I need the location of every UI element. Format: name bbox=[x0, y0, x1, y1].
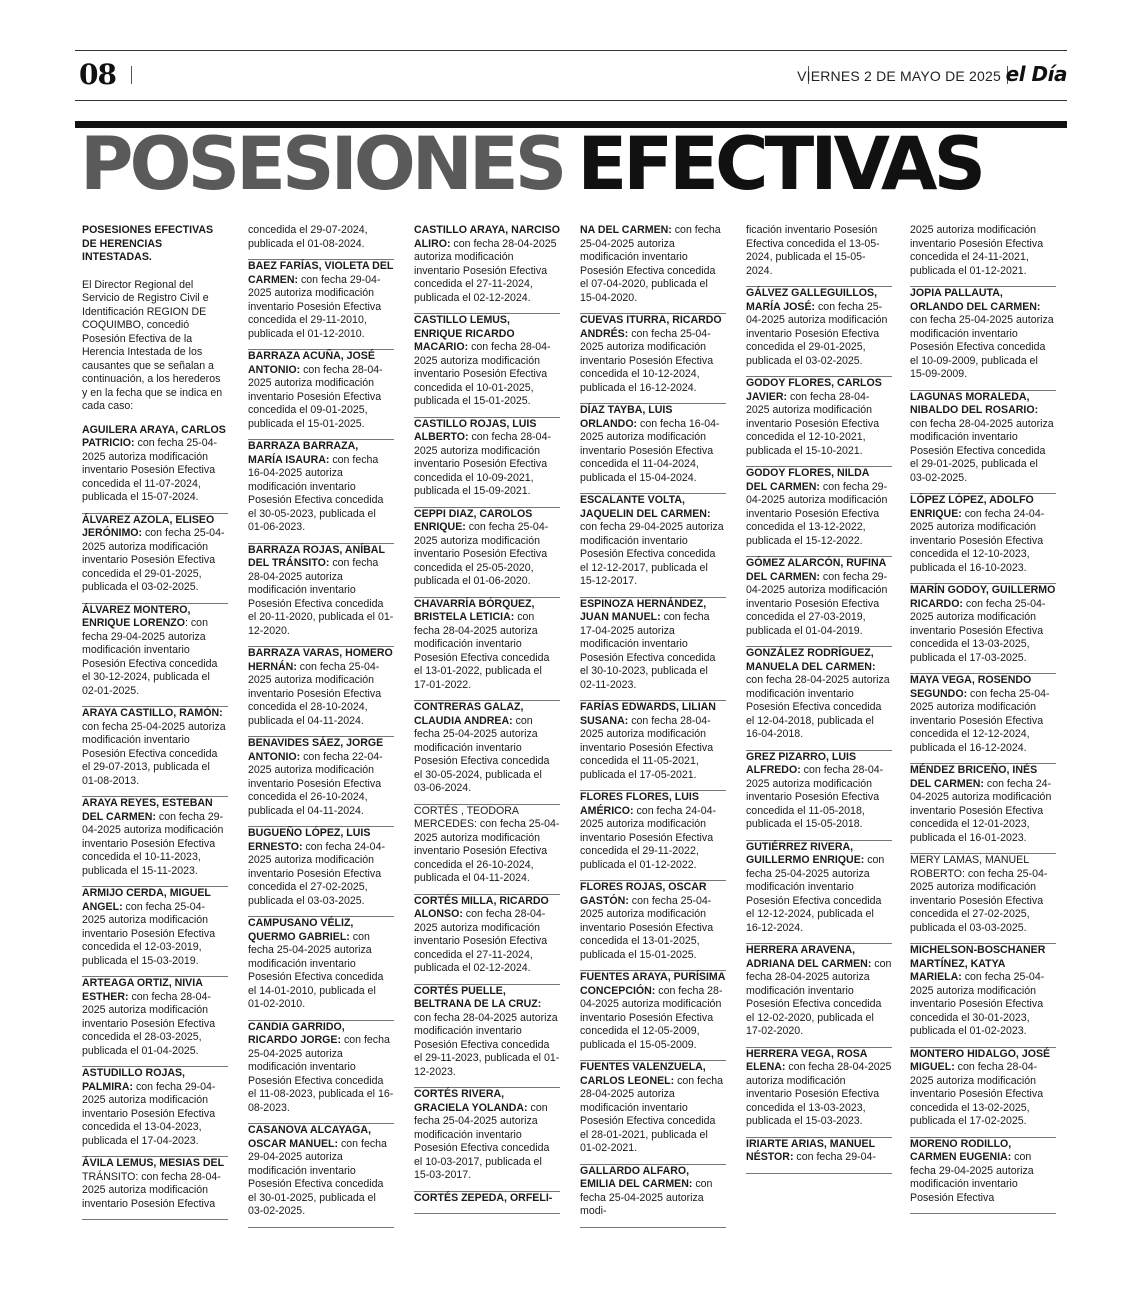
decedent-name: IRIARTE ARIAS, MANUEL NÉSTOR: bbox=[746, 1137, 875, 1163]
decedent-name: FUENTES VALENZUELA, CARLOS LEONEL: bbox=[580, 1061, 706, 1087]
decedent-name: MORENO RODILLO, CARMEN EUGENIA: bbox=[910, 1137, 1012, 1163]
decedent-name: FARÍAS EDWARDS, LILIAN SUSANA: bbox=[580, 701, 716, 727]
notice-text: con fecha 28-04-2025 autoriza modificación inventario Posesión Efectiva concedida el 10-09-2021, publicada el 15-09-2021. bbox=[414, 431, 551, 497]
decedent-name: ARAYA REYES, ESTEBAN DEL CARMEN: bbox=[82, 797, 213, 823]
decedent-name: GONZÁLEZ RODRÍGUEZ, MANUELA DEL CARMEN: bbox=[746, 647, 876, 673]
notice-entry bbox=[580, 881, 726, 971]
notice-entry bbox=[910, 584, 1056, 674]
notice-text: con fecha 28-04-2025 autoriza modificación inventario Posesión Efectiva concedida el 28-01-2021, publicada el 01-02-2021. bbox=[580, 1074, 724, 1154]
notice-text: con fecha 28-04-2025 autoriza modificación inventario Posesión Efectiva concedida el 27-11-2024, publicada el 02-12-2024. bbox=[414, 237, 557, 304]
notice-entry bbox=[910, 944, 1056, 1048]
notice-text: con fecha 25-04-2025 autoriza modificación inventario Posesión Efectiva concedida el 14-01-2010, publicada el 01-02-2010. bbox=[248, 930, 384, 1010]
notice-entry bbox=[580, 224, 726, 314]
decedent-name: LAGUNAS MORALEDA, NIBALDO DEL ROSARIO: bbox=[910, 390, 1039, 416]
notice-entry bbox=[746, 1138, 892, 1174]
notice-entry bbox=[82, 514, 228, 604]
notice-entry bbox=[248, 737, 394, 827]
notice-text: con fecha 29-04-2025 autoriza modificación inventario Posesión Efectiva concedida el 27-03-2019, publicada el 01-04-2019. bbox=[746, 570, 888, 637]
notice-entry bbox=[82, 977, 228, 1067]
notice-text: : con fecha 29-04-2025 autoriza modificación inventario Posesión Efectiva concedida el 30-12-2024, publicada el 02-01-2025. bbox=[82, 617, 218, 697]
notice-entry bbox=[580, 791, 726, 881]
notice-text: TRÁNSITO: con fecha 28-04-2025 autoriza modificación inventario Posesión Efectiva bbox=[82, 1170, 221, 1210]
notice-text: con fecha 25-04-2025 autoriza modificación inventario Posesión Efectiva concedida el 11-08-2023, publicada el 16-08-2023. bbox=[248, 1034, 394, 1114]
notice-text: con fecha 25-04-2025 autoriza modificación inventario Posesión Efectiva concedida el 25-05-2020, publicada el 01-06-2020. bbox=[414, 521, 549, 587]
notice-text: con fecha 28-04-2025 autoriza modificación inventario Posesión Efectiva concedida el 11-05-2021, publicada el 17-05-2021. bbox=[580, 714, 714, 781]
notice-entry bbox=[580, 314, 726, 404]
notice-text: con fecha 29-04- bbox=[793, 1151, 876, 1163]
notice-entry bbox=[248, 544, 394, 648]
intro bbox=[82, 224, 228, 424]
notice-text: con fecha 22-04-2025 autoriza modificación inventario Posesión Efectiva concedida el 26-10-2024, publicada el 04-11-2024. bbox=[248, 750, 383, 817]
notice-text: con fecha 25-04-2025 autoriza modificación inventario Posesión Efectiva concedida el 12-03-2019, publicada el 15-03-2019. bbox=[82, 900, 216, 967]
decedent-name: FLORES ROJAS, OSCAR GASTÓN: bbox=[580, 881, 707, 907]
decedent-name: CORTÉS MILLA, RICARDO ALONSO: bbox=[414, 894, 549, 920]
notice-entry bbox=[910, 391, 1056, 495]
notice-entry bbox=[82, 887, 228, 977]
notice-text: CORTÉS , TEODORA MERCEDES: con fecha 25-04-2025 autoriza modificación inventario Posesión Efectiva concedida el 26-10-2024, publicada el 04-11-2024. bbox=[414, 804, 560, 884]
decedent-name: ÁLVAREZ AZOLA, ELISEO JERÓNIMO: bbox=[82, 513, 215, 539]
page-header bbox=[75, 52, 1067, 98]
decedent-name: BARRAZA ROJAS, ANÍBAL DEL TRÁNSITO: bbox=[248, 543, 385, 569]
notice-entry bbox=[414, 1192, 560, 1215]
notice-entry bbox=[910, 224, 1056, 287]
notice-entry bbox=[910, 854, 1056, 944]
notice-entry bbox=[910, 1048, 1056, 1138]
notice-entry bbox=[414, 985, 560, 1089]
notice-entry bbox=[580, 598, 726, 702]
notice-entry bbox=[580, 1165, 726, 1228]
notice-text: con fecha 25-04-2025 autoriza modificación inventario Posesión Efectiva concedida el 13-03-2025, publicada el 17-03-2025. bbox=[910, 597, 1046, 664]
decedent-name: LÓPEZ LÓPEZ, ADOLFO ENRIQUE: bbox=[910, 494, 1034, 520]
notice-text: con fecha 29-04-2025 autoriza modificación inventario Posesión Efectiva concedida el 30-01-2025, publicada el 03-02-2025. bbox=[248, 1137, 387, 1217]
issue-date: VIERNES 2 DE MAYO DE 2025 bbox=[797, 68, 1001, 84]
decedent-name: MAYA VEGA, ROSENDO SEGUNDO: bbox=[910, 674, 1032, 700]
notice-text: con fecha 25-04-2025 autoriza modificación inventario Posesión Efectiva concedida el 10-12-2024, publicada el 16-12-2024. bbox=[580, 327, 714, 394]
notice-entry bbox=[414, 805, 560, 895]
notice-entry bbox=[82, 1067, 228, 1157]
header-divider bbox=[131, 66, 132, 84]
notice-text: con fecha 25-04-2025 autoriza modificación inventario Posesión Efectiva concedida el 07-04-2020, publicada el 15-04-2020. bbox=[580, 224, 721, 304]
notice-entry bbox=[580, 971, 726, 1061]
decedent-name: JOPIA PALLAUTA, ORLANDO DEL CARMEN: bbox=[910, 287, 1041, 313]
decedent-name: GALLARDO ALFARO, EMILIA DEL CARMEN: bbox=[580, 1164, 693, 1190]
notice-text: con fecha 25-04-2025 autoriza modificación inventario Posesión Efectiva concedida el 10-09-2009, publicada el 15-09-2009. bbox=[910, 314, 1054, 380]
notice-entry bbox=[414, 598, 560, 702]
notice-entry bbox=[746, 647, 892, 751]
decedent-name: GUTIÉRREZ RIVERA, GUILLERMO ENRIQUE: bbox=[746, 840, 865, 866]
header-bottom-rule bbox=[75, 100, 1067, 101]
decedent-name: CORTÉS PUELLE, BELTRANA DE LA CRUZ: bbox=[414, 984, 542, 1010]
notice-text: con fecha 25-04-2025 autoriza modificación inventario Posesión Efectiva concedida el 29-01-2025, publicada el 03-02-2025. bbox=[82, 527, 225, 593]
notice-entry bbox=[910, 674, 1056, 764]
notice-text: con fecha 25-04-2025 autoriza modificación inventario Posesión Efectiva concedida el 30-01-2023, publicada el 01-02-2023. bbox=[910, 971, 1045, 1037]
column-3 bbox=[414, 224, 560, 1254]
notice-entry bbox=[580, 701, 726, 791]
notice-text: con fecha 29-04-2025 autoriza modificación inventario Posesión Efectiva concedida el 13-04-2023, publicada el 17-04-2023. bbox=[82, 1080, 216, 1147]
decedent-name: BARRAZA VARAS, HOMERO HERNÁN: bbox=[248, 647, 393, 673]
decedent-name: CAMPUSANO VÉLIZ, QUERMO GABRIEL: bbox=[248, 917, 354, 943]
notices-columns bbox=[82, 224, 1058, 1254]
decedent-name: GÓMEZ ALARCÓN, RUFINA DEL CARMEN: bbox=[746, 557, 886, 583]
notice-entry bbox=[82, 707, 228, 797]
notice-entry bbox=[414, 701, 560, 805]
title-part-1: POSESIONES bbox=[80, 122, 564, 207]
notice-entry bbox=[746, 944, 892, 1048]
section-title bbox=[80, 120, 982, 210]
top-rule bbox=[75, 50, 1067, 51]
notice-entry bbox=[82, 424, 228, 514]
decedent-name: CUEVAS ITURRA, RICARDO ANDRÉS: bbox=[580, 314, 722, 340]
notice-entry bbox=[248, 1021, 394, 1125]
notice-entry bbox=[248, 917, 394, 1021]
page-number: 08 bbox=[79, 58, 116, 91]
column-6 bbox=[910, 224, 1056, 1254]
notice-entry bbox=[414, 1088, 560, 1192]
decedent-name: MÉNDEZ BRICEÑO, INÉS DEL CARMEN: bbox=[910, 764, 1038, 790]
notice-text: con fecha 24-04-2025 autoriza modificación inventario Posesión Efectiva concedida el 12-01-2023, publicada el 16-01-2023. bbox=[910, 777, 1052, 844]
notice-entry bbox=[746, 557, 892, 647]
notice-entry bbox=[746, 224, 892, 287]
decedent-name: GODOY FLORES, NILDA DEL CARMEN: bbox=[746, 467, 870, 493]
notice-text: 2025 autoriza modificación inventario Posesión Efectiva concedida el 24-11-2021, publicada el 01-12-2021. bbox=[910, 224, 1044, 277]
decedent-name: CASANOVA ALCAYAGA, OSCAR MANUEL: bbox=[248, 1124, 372, 1150]
column-2 bbox=[248, 224, 394, 1254]
notice-text: con fecha 28-04-2025 autoriza modificación inventario Posesión Efectiva concedida el 12-04-2018, publicada el 16-04-2018. bbox=[746, 674, 890, 740]
notice-text: con fecha 16-04-2025 autoriza modificación inventario Posesión Efectiva concedida el 11-04-2024, publicada el 15-04-2024. bbox=[580, 417, 720, 484]
intro-title: POSESIONES EFECTIVAS DE HERENCIAS INTESTADAS. bbox=[82, 224, 214, 263]
notice-text: MERY LAMAS, MANUEL ROBERTO: con fecha 25-04-2025 autoriza modificación inventario Posesión Efectiva concedida el 27-02-2025, publicada el 03-03-2025. bbox=[910, 854, 1048, 934]
decedent-name: MARÍN GODOY, GUILLERMO RICARDO: bbox=[910, 584, 1056, 610]
notice-text: con fecha 29-04-2025 autoriza modificación inventario Posesión Efectiva concedida el 13-12-2022, publicada el 15-12-2022. bbox=[746, 480, 888, 547]
notice-entry bbox=[414, 895, 560, 985]
decedent-name: CASTILLO ROJAS, LUIS ALBERTO: bbox=[414, 417, 537, 443]
notice-text: con fecha 29-04-2025 autoriza modificación inventario Posesión Efectiva bbox=[910, 1151, 1034, 1204]
notice-entry bbox=[82, 604, 228, 708]
notice-entry bbox=[414, 508, 560, 598]
notice-text: con fecha 28-04-2025 autoriza modificación inventario Posesión Efectiva concedida el 13-03-2023, publicada el 15-03-2023. bbox=[746, 1061, 892, 1127]
notice-entry bbox=[746, 1048, 892, 1138]
notice-entry bbox=[746, 841, 892, 945]
notice-entry bbox=[248, 224, 394, 260]
notice-text: con fecha 25-04-2025 autoriza modificación inventario Posesión Efectiva concedida el 30-05-2024, publicada el 03-06-2024. bbox=[414, 714, 550, 794]
notice-text: con fecha 25-04-2025 autoriza modificación inventario Posesión Efectiva concedida el 13-01-2025, publicada el 15-01-2025. bbox=[580, 894, 714, 961]
decedent-name: MONTERO HIDALGO, JOSÉ MIGUEL: bbox=[910, 1047, 1051, 1073]
notice-entry bbox=[414, 314, 560, 418]
notice-text: con fecha 17-04-2025 autoriza modificación inventario Posesión Efectiva concedida el 30-10-2023, publicada el 02-11-2023. bbox=[580, 611, 716, 691]
notice-entry bbox=[580, 1061, 726, 1165]
notice-text: con fecha 28-04-2025 autoriza modificación inventario Posesión Efectiva concedida el 13-02-2025, publicada el 17-02-2025. bbox=[910, 1061, 1044, 1127]
notice-entry bbox=[910, 1138, 1056, 1215]
decedent-name: CORTÉS ZEPEDA, ORFELI- bbox=[414, 1191, 553, 1204]
decedent-name: MICHELSON-BOSCHANER MARTÍNEZ, KATYA MARIELA: bbox=[910, 944, 1046, 983]
notice-text: con fecha 28-04-2025 autoriza modificación inventario Posesión Efectiva concedida el 13-01-2022, publicada el 17-01-2022. bbox=[414, 611, 550, 691]
decedent-name: CASTILLO ARAYA, NARCISO ALIRO: bbox=[414, 224, 560, 250]
notice-entry bbox=[82, 797, 228, 887]
notice-text: con fecha 29-04-2025 autoriza modificación inventario Posesión Efectiva concedida el 12-12-2017, publicada el 15-12-2017. bbox=[580, 521, 724, 587]
notice-entry bbox=[746, 467, 892, 557]
decedent-name: AGUILERA ARAYA, CARLOS PATRICIO: bbox=[82, 423, 226, 449]
decedent-name: ASTUDILLO ROJAS, PALMIRA: bbox=[82, 1067, 185, 1093]
notice-text: con fecha 25-04-2025 autoriza modificación inventario Posesión Efectiva concedida el 10-03-2017, publicada el 15-03-2017. bbox=[414, 1101, 550, 1181]
decedent-name: ÁLVAREZ MONTERO, ENRIQUE LORENZO bbox=[82, 603, 191, 629]
notice-text: con fecha 24-04-2025 autoriza modificación inventario Posesión Efectiva concedida el 12-10-2023, publicada el 16-10-2023. bbox=[910, 507, 1045, 574]
decedent-name: DÍAZ TAYBA, LUIS ORLANDO: bbox=[580, 404, 673, 430]
notice-text: con fecha 28-04-2025 autoriza modificación inventario Posesión Efectiva concedida el 27-11-2024, publicada el 02-12-2024. bbox=[414, 908, 548, 974]
notice-entry bbox=[414, 418, 560, 508]
decedent-name: ARMIJO CERDA, MIGUEL ANGEL: bbox=[82, 887, 211, 913]
notice-text: con fecha 28-04-2025 autoriza modificación inventario Posesión Efectiva concedida el 12-05-2009, publicada el 15-05-2009. bbox=[580, 984, 723, 1051]
intro-text: El Director Regional del Servicio de Registro Civil e Identificación REGION DE COQUIMBO, concedió Posesión Efectiva de la Herencia Intestada de los causantes que se señalan a continuación, a los herederos y en la fecha que se indica en cada caso: bbox=[82, 278, 223, 412]
decedent-name: FUENTES ARAYA, PURÍSIMA CONCEPCIÓN: bbox=[580, 971, 726, 997]
notice-text: con fecha 28-04-2025 autoriza modificación inventario Posesión Efectiva concedida el 29-11-2023, publicada el 01-12-2023. bbox=[414, 1011, 560, 1078]
decedent-name: GÁLVEZ GALLEGUILLOS, MARÍA JOSÉ: bbox=[746, 287, 878, 313]
decedent-name: ARAYA CASTILLO, RAMÓN: bbox=[82, 707, 223, 719]
decedent-name: GREZ PIZARRO, LUIS ALFREDO: bbox=[746, 750, 857, 776]
notice-text: con fecha 28-04-2025 autoriza modificación inventario Posesión Efectiva concedida el 20-11-2020, publicada el 01-12-2020. bbox=[248, 557, 394, 637]
notice-text: con fecha 25-04-2025 autoriza modificación inventario Posesión Efectiva concedida el 28-10-2024, publicada el 04-11-2024. bbox=[248, 660, 382, 727]
decedent-name: BUGUEÑO LÓPEZ, LUIS ERNESTO: bbox=[248, 827, 371, 853]
notice-entry bbox=[580, 404, 726, 494]
notice-text: con fecha 24-04-2025 autoriza modificación inventario Posesión Efectiva concedida el 29-11-2022, publicada el 01-12-2022. bbox=[580, 804, 717, 871]
decedent-name: ESPINOZA HERNÁNDEZ, JUAN MANUEL: bbox=[580, 597, 707, 623]
decedent-name: ESCALANTE VOLTA, JAQUELIN DEL CARMEN: bbox=[580, 494, 711, 520]
notice-text: ficación inventario Posesión Efectiva concedida el 13-05-2024, publicada el 15-05-2024. bbox=[746, 224, 880, 277]
notice-entry bbox=[746, 751, 892, 841]
notice-text: con fecha 29-04-2025 autoriza modificación inventario Posesión Efectiva concedida el 29-11-2010, publicada el 01-12-2010. bbox=[248, 273, 382, 340]
notice-text: con fecha 25-04-2025 autoriza modi- bbox=[580, 1178, 713, 1217]
notice-text: con fecha 28-04-2025 autoriza modificación inventario Posesión Efectiva concedida el 28-03-2025, publicada el 01-04-2025. bbox=[82, 990, 216, 1057]
notice-entry bbox=[248, 440, 394, 544]
decedent-name: BAEZ FARÍAS, VIOLETA DEL CARMEN: bbox=[248, 260, 394, 286]
notice-text: con fecha 28-04-2025 autoriza modificación inventario Posesión Efectiva concedida el 12-02-2020, publicada el 17-02-2020. bbox=[746, 957, 892, 1037]
notice-text: con fecha 25-04-2025 autoriza modificación inventario Posesión Efectiva concedida el 11-07-2024, publicada el 15-07-2024. bbox=[82, 437, 218, 503]
decedent-name: CHAVARRÍA BÓRQUEZ, BRISTELA LETICIA: bbox=[414, 597, 535, 623]
notice-entry bbox=[746, 287, 892, 377]
notice-entry bbox=[248, 1124, 394, 1228]
notice-text: con fecha 28-04-2025 autoriza modificación inventario Posesión Efectiva concedida el 12-10-2021, publicada el 15-10-2021. bbox=[746, 390, 880, 457]
decedent-name: FLORES FLORES, LUIS AMÉRICO: bbox=[580, 791, 699, 817]
notice-entry bbox=[248, 647, 394, 737]
decedent-name: CASTILLO LEMUS, ENRIQUE RICARDO MACARIO: bbox=[414, 314, 515, 353]
decedent-name: BARRAZA BARRAZA, MARÍA ISAURA: bbox=[248, 440, 359, 466]
decedent-name: CEPPI DIAZ, CAROLOS ENRIQUE: bbox=[414, 507, 533, 533]
decedent-name: ARTEAGA ORTIZ, NIVIA ESTHER: bbox=[82, 977, 203, 1003]
notice-entry bbox=[248, 350, 394, 440]
title-part-2: EFECTIVAS bbox=[577, 122, 983, 207]
decedent-name: CONTRERAS GALAZ, CLAUDIA ANDREA: bbox=[414, 701, 524, 727]
notice-text: con fecha 28-04-2025 autoriza modificación inventario Posesión Efectiva concedida el 10-01-2025, publicada el 15-01-2025. bbox=[414, 341, 551, 407]
decedent-name: BARRAZA ACUÑA, JOSÉ ANTONIO: bbox=[248, 350, 375, 376]
notice-entry bbox=[414, 224, 560, 314]
decedent-name: CORTÉS RIVERA, GRACIELA YOLANDA: bbox=[414, 1088, 528, 1114]
notice-entry bbox=[248, 260, 394, 350]
column-5 bbox=[746, 224, 892, 1254]
notice-entry bbox=[746, 377, 892, 467]
decedent-name: NA DEL CARMEN: bbox=[580, 224, 672, 236]
notice-text: con fecha 28-04-2025 autoriza modificación inventario Posesión Efectiva concedida el 11-05-2018, publicada el 15-05-2018. bbox=[746, 764, 884, 830]
notice-entry bbox=[248, 827, 394, 917]
notice-text: concedida el 29-07-2024, publicada el 01-08-2024. bbox=[248, 224, 368, 250]
notice-text: con fecha 29-04-2025 autoriza modificación inventario Posesión Efectiva concedida el 10-11-2023, publicada el 15-11-2023. bbox=[82, 810, 224, 877]
notice-text: con fecha 24-04-2025 autoriza modificación inventario Posesión Efectiva concedida el 27-02-2025, publicada el 03-03-2025. bbox=[248, 840, 385, 907]
decedent-name: GODOY FLORES, CARLOS JAVIER: bbox=[746, 377, 882, 403]
decedent-name: HERRERA VEGA, ROSA ELENA: bbox=[746, 1047, 868, 1073]
notice-text: con fecha 25-04-2025 autoriza modificación inventario Posesión Efectiva concedida el 29-07-2013, publicada el 01-08-2013. bbox=[82, 720, 226, 787]
column-4 bbox=[580, 224, 726, 1254]
notice-text: con fecha 25-04-2025 autoriza modificación inventario Posesión Efectiva concedida el 12-12-2024, publicada el 16-12-2024. bbox=[746, 854, 885, 934]
notice-text: con fecha 16-04-2025 autoriza modificación inventario Posesión Efectiva concedida el 30-05-2023, publicada el 01-06-2023. bbox=[248, 453, 384, 533]
notice-entry bbox=[910, 764, 1056, 854]
notice-entry bbox=[82, 1157, 228, 1220]
column-1 bbox=[82, 224, 228, 1254]
notice-entry bbox=[580, 494, 726, 598]
notice-entry bbox=[910, 287, 1056, 391]
newspaper-logo: el Día bbox=[1005, 62, 1067, 86]
decedent-name: CANDIA GARRIDO, RICARDO JORGE: bbox=[248, 1020, 345, 1046]
decedent-name: BENAVIDES SÁEZ, JORGE ANTONIO: bbox=[248, 737, 384, 763]
notice-entry bbox=[910, 494, 1056, 584]
notice-text: con fecha 25-04-2025 autoriza modificación inventario Posesión Efectiva concedida el 29-01-2025, publicada el 03-02-2025. bbox=[746, 300, 888, 367]
notice-text: con fecha 25-04-2025 autoriza modificación inventario Posesión Efectiva concedida el 12-12-2024, publicada el 16-12-2024. bbox=[910, 687, 1050, 754]
decedent-name: HERRERA ARAVENA, ADRIANA DEL CARMEN: bbox=[746, 944, 872, 970]
notice-text: con fecha 28-04-2025 autoriza modificación inventario Posesión Efectiva concedida el 29-01-2025, publicada el 03-02-2025. bbox=[910, 417, 1054, 484]
notice-text: con fecha 28-04-2025 autoriza modificación inventario Posesión Efectiva concedida el 09-01-2025, publicada el 15-01-2025. bbox=[248, 363, 383, 430]
decedent-name: ÁVILA LEMUS, MESIAS DEL bbox=[82, 1157, 225, 1169]
